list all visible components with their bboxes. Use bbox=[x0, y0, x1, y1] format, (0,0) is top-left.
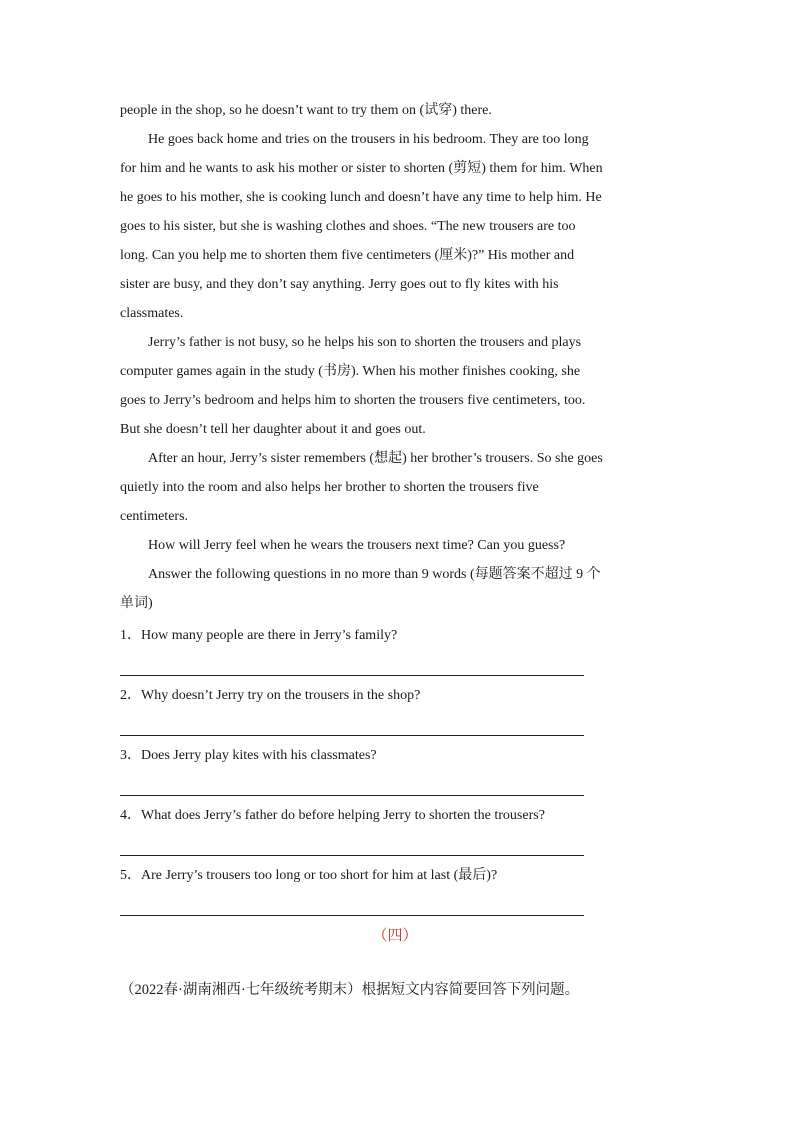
page-content bbox=[120, 96, 680, 1004]
passage-line: sister are busy, and they don’t say anything. Jerry goes out to fly kites with his bbox=[120, 277, 559, 292]
answer-line[interactable] bbox=[120, 830, 584, 856]
question-text: 5．Are Jerry’s trousers too long or too short for him at last (最后)? bbox=[120, 868, 498, 883]
passage-line: But she doesn’t tell her daughter about it and goes out. bbox=[120, 422, 426, 437]
passage-line: 单词) bbox=[120, 596, 153, 611]
answer-line[interactable] bbox=[120, 770, 584, 796]
passage-line: After an hour, Jerry’s sister remembers (想起) her brother’s trousers. So she goes bbox=[148, 451, 603, 466]
section-title: （四） bbox=[372, 928, 418, 944]
passage-line: he goes to his mother, she is cooking lunch and doesn’t have any time to help him. He bbox=[120, 190, 602, 205]
passage-line: Answer the following questions in no more than 9 words (每题答案不超过 9 个 bbox=[148, 567, 601, 582]
passage-line: people in the shop, so he doesn’t want to try them on (试穿) there. bbox=[120, 103, 492, 118]
question-text: 3．Does Jerry play kites with his classmates? bbox=[120, 748, 377, 763]
question-text: 2．Why doesn’t Jerry try on the trousers in the shop? bbox=[120, 688, 421, 703]
passage-line: goes to his sister, but she is washing clothes and shoes. “The new trousers are too bbox=[120, 219, 576, 234]
passage bbox=[120, 96, 680, 618]
passage-line: Jerry’s father is not busy, so he helps his son to shorten the trousers and plays bbox=[148, 335, 582, 350]
passage-line: computer games again in the study (书房). When his mother finishes cooking, she bbox=[120, 364, 581, 379]
passage-line: goes to Jerry’s bedroom and helps him to shorten the trousers five centimeters, too. bbox=[120, 393, 586, 408]
passage-line: How will Jerry feel when he wears the trousers next time? Can you guess? bbox=[148, 538, 566, 553]
passage-line: quietly into the room and also helps her brother to shorten the trousers five bbox=[120, 480, 539, 495]
answer-line[interactable] bbox=[120, 650, 584, 676]
passage-line: centimeters. bbox=[120, 509, 189, 524]
answer-line[interactable] bbox=[120, 890, 584, 916]
passage-line: long. Can you help me to shorten them five centimeters (厘米)?” His mother and bbox=[120, 248, 575, 263]
section-source: （2022春·湖南湘西·七年级统考期末）根据短文内容简要回答下列问题。 bbox=[120, 982, 580, 998]
question-text: 1．How many people are there in Jerry’s family? bbox=[120, 628, 398, 643]
question-list bbox=[120, 622, 680, 916]
passage-line: for him and he wants to ask his mother or sister to shorten (剪短) them for him. When bbox=[120, 161, 603, 176]
passage-line: classmates. bbox=[120, 306, 184, 321]
answer-line[interactable] bbox=[120, 710, 584, 736]
passage-line: He goes back home and tries on the trousers in his bedroom. They are too long bbox=[148, 132, 589, 147]
question-text: 4．What does Jerry’s father do before helping Jerry to shorten the trousers? bbox=[120, 808, 545, 823]
